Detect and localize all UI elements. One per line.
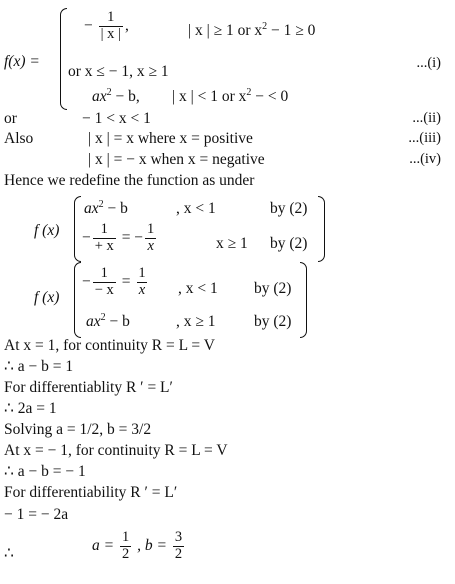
equation-tag-iii: ...(iii) xyxy=(408,130,441,146)
abs-positive-rule: | x | = x where x = positive xyxy=(88,130,253,147)
equation-tag-ii: ...(ii) xyxy=(412,110,441,126)
left-brace-2 xyxy=(74,196,81,262)
equation-tag-i: ...(i) xyxy=(416,55,441,71)
block2-row1-by: by (2) xyxy=(270,200,308,217)
left-brace-1 xyxy=(60,8,67,110)
f-of-x-label-2: f (x) xyxy=(34,222,60,239)
f-of-x-label: f(x) = xyxy=(4,53,40,70)
block3-row1-by: by (2) xyxy=(254,280,292,297)
case1-condition: | x | ≥ 1 or $x^2 - 1 \ge 0$ xyxy=(188,20,316,39)
step-continuity-1: At x = 1, for continuity R = L = V xyxy=(4,337,215,354)
step-equation-3: ∴ a − b = − 1 xyxy=(4,463,86,480)
right-brace-3 xyxy=(300,262,307,338)
step-differentiability-1: For differentiablity R ′ = L′ xyxy=(4,379,173,396)
step-equation-2: ∴ 2a = 1 xyxy=(4,400,57,417)
block3-row2-expression: $ax^2 - b$ xyxy=(86,311,130,330)
block2-row2-expression: − $\frac{1}{+ x}$ = − $\frac{1}{x}$ xyxy=(82,221,155,254)
equation-tag-iv: ...(iv) xyxy=(409,151,441,167)
block2-row1-condition: , x < 1 xyxy=(176,200,216,217)
block2-row2-condition: x ≥ 1 xyxy=(216,235,248,252)
or-condition: − 1 < x < 1 xyxy=(82,110,151,127)
step-solving: Solving a = 1/2, b = 3/2 xyxy=(4,421,152,438)
step-equation-1: ∴ a − b = 1 xyxy=(4,358,74,375)
case3-condition: | x | < 1 or $x^2$ − < 0 xyxy=(172,86,289,105)
block3-row1-condition: , x < 1 xyxy=(178,280,218,297)
block2-row2-by: by (2) xyxy=(270,235,308,252)
case1-expression: − $\frac{1}{| x |}$ , xyxy=(84,9,129,42)
hence-sentence: Hence we redefine the function as under xyxy=(4,172,255,189)
block3-row2-by: by (2) xyxy=(254,313,292,330)
step-equation-4: − 1 = − 2a xyxy=(4,506,69,523)
also-word: Also xyxy=(4,130,34,147)
block2-row1-expression: $ax^2 - b$ xyxy=(84,198,128,217)
step-differentiability-2: For differentiability R ′ = L′ xyxy=(4,484,178,501)
therefore-symbol: ∴ xyxy=(4,545,14,562)
case2-line: or x ≤ − 1, x ≥ 1 xyxy=(68,63,169,80)
final-answer: a = $\frac{1}{2}$ , b = $\frac{3}{2}$ xyxy=(92,529,183,562)
case3-expression: $ax^2 - b$, xyxy=(92,86,140,105)
step-continuity-2: At x = − 1, for continuity R = L = V xyxy=(4,442,228,459)
abs-negative-rule: | x | = − x when x = negative xyxy=(88,151,265,168)
right-brace-2 xyxy=(318,196,325,262)
or-word: or xyxy=(4,110,17,127)
block3-row2-condition: , x ≥ 1 xyxy=(176,313,216,330)
block3-row1-expression: − $\frac{1}{- x}$ = $\frac{1}{x}$ xyxy=(82,265,146,298)
left-brace-3 xyxy=(74,262,81,338)
f-of-x-label-3: f (x) xyxy=(34,289,60,306)
